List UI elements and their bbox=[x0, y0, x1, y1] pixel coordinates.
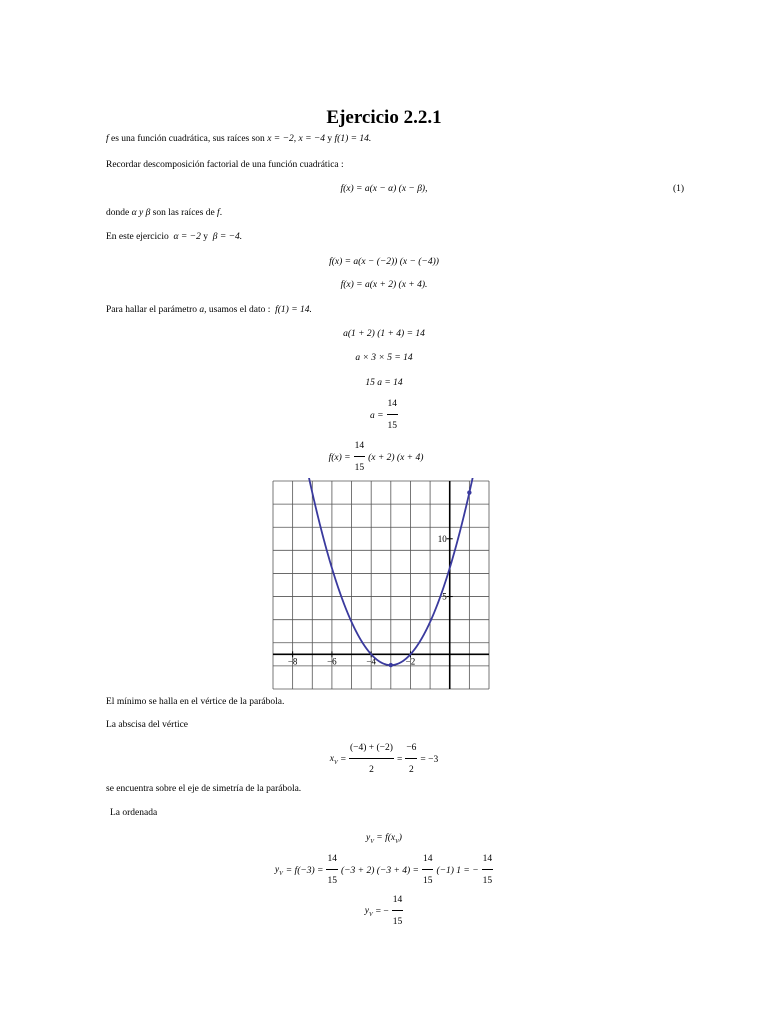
where-y: y bbox=[138, 208, 144, 218]
eq3-text: f(x) = a(x + 2) (x + 4). bbox=[340, 280, 428, 290]
eq1-rhs: (x − α) (x − β), bbox=[369, 184, 428, 194]
x-tick-label: −4 bbox=[366, 656, 376, 667]
xv-rhs: = −3 bbox=[420, 754, 439, 765]
where-text bbox=[106, 208, 222, 218]
xv-num2: −6 bbox=[405, 742, 417, 759]
eq1-a: a bbox=[364, 184, 370, 194]
x-tick-label: −2 bbox=[405, 656, 416, 667]
eq7-lhs: a = bbox=[369, 410, 384, 421]
eq8-num: 14 bbox=[354, 440, 366, 457]
statement-root1: x = −2, bbox=[267, 134, 297, 144]
statement-cond: f(1) = 14. bbox=[334, 134, 372, 144]
eq7-den: 15 bbox=[387, 421, 398, 431]
xv-lhs bbox=[330, 754, 338, 766]
yv2-den2: 15 bbox=[422, 876, 433, 886]
statement-text: es una función cuadrática, sus raíces son bbox=[111, 134, 265, 144]
yv2-b: (−3 + 2) (−3 + 4) = bbox=[340, 865, 419, 876]
xv-fraction2 bbox=[405, 742, 417, 777]
where-pre: donde bbox=[106, 208, 130, 218]
param-a: a, bbox=[199, 305, 207, 315]
eq8-fraction bbox=[354, 440, 366, 475]
xv-num1: (−4) + (−2) bbox=[349, 742, 394, 759]
equation-number: (1) bbox=[673, 184, 685, 194]
xv-den2: 2 bbox=[408, 765, 414, 775]
yv2-num3: 14 bbox=[482, 853, 494, 870]
xv-fraction1 bbox=[349, 742, 394, 777]
x-tick-label: −6 bbox=[327, 656, 337, 667]
yv2-den1: 15 bbox=[327, 876, 337, 886]
recall-text: Recordar descomposición factorial de una función cuadrática : bbox=[106, 160, 344, 170]
yv1-rhs: = f(x bbox=[376, 833, 396, 843]
y-tick-label: 10 bbox=[437, 533, 447, 544]
curve-point bbox=[389, 663, 393, 667]
yv2-y: y bbox=[274, 864, 280, 875]
yv2-den3: 15 bbox=[482, 876, 493, 886]
statement bbox=[106, 134, 371, 144]
eq6-text: 15 a = 14 bbox=[365, 378, 403, 388]
yv2-num2: 14 bbox=[422, 853, 434, 870]
equation-yv1 bbox=[0, 833, 768, 845]
eq7-num: 14 bbox=[387, 398, 399, 415]
yv1-sub2: V bbox=[395, 838, 399, 845]
parabola-chart bbox=[268, 478, 494, 692]
yv2-fraction2 bbox=[422, 853, 434, 888]
xv-eq2: = bbox=[396, 754, 403, 765]
y-tick-label: 5 bbox=[442, 591, 447, 602]
where-end: . bbox=[219, 208, 223, 218]
xv-den1: 2 bbox=[369, 765, 374, 775]
yv2-c: (−1) 1 = − bbox=[436, 865, 479, 876]
yv1-text bbox=[366, 833, 402, 843]
ordenada-text: La ordenada bbox=[110, 808, 158, 818]
yv3-num: 14 bbox=[392, 894, 404, 911]
where-mid: son las raíces de bbox=[152, 208, 215, 218]
inthis-beta: β = −4. bbox=[212, 232, 243, 242]
inthis-y: y bbox=[203, 232, 208, 242]
equation-8 bbox=[0, 440, 768, 475]
yv2-lhs bbox=[275, 865, 283, 877]
where-alpha: α bbox=[131, 208, 137, 218]
inthis-alpha: α = −2 bbox=[173, 232, 201, 242]
page-title: Ejercicio 2.2.1 bbox=[326, 107, 442, 128]
abscisa-text: La abscisa del vértice bbox=[106, 720, 189, 730]
statement-y: y bbox=[327, 134, 333, 144]
equation-yv3 bbox=[0, 894, 768, 929]
eq7-fraction bbox=[387, 398, 399, 433]
eq8-lhs: f(x) = bbox=[328, 452, 351, 463]
equation-xv bbox=[0, 742, 768, 777]
equation-6 bbox=[0, 378, 768, 388]
where-beta: β bbox=[145, 208, 151, 218]
xv-eq: = bbox=[340, 754, 346, 765]
yv1-y: y bbox=[366, 833, 371, 843]
simetria-text: se encuentra sobre el eje de simetría de la parábola. bbox=[106, 784, 302, 794]
x-tick-label: −8 bbox=[287, 656, 298, 667]
yv1-end: ) bbox=[398, 833, 402, 843]
curve-point bbox=[467, 490, 471, 494]
equation-1 bbox=[0, 184, 768, 194]
yv2-sub: V bbox=[279, 870, 283, 877]
equation-2 bbox=[0, 257, 768, 267]
where-f: f bbox=[217, 208, 220, 218]
xv-sub: V bbox=[333, 759, 338, 766]
yv2-num1: 14 bbox=[326, 853, 338, 870]
yv1-sub: V bbox=[370, 838, 374, 845]
inthis-text bbox=[106, 232, 242, 242]
equation-3 bbox=[0, 280, 768, 290]
yv2-a: = f(−3) = bbox=[285, 865, 324, 876]
yv2-fraction1 bbox=[326, 853, 338, 888]
eq5-text: a × 3 × 5 = 14 bbox=[355, 353, 413, 363]
equation-7 bbox=[0, 398, 768, 433]
eq8-den: 15 bbox=[354, 463, 365, 473]
yv3-sub: V bbox=[368, 911, 373, 918]
yv3-lhs bbox=[365, 906, 373, 918]
eq4-text: a(1 + 2) (1 + 4) = 14 bbox=[343, 329, 425, 339]
yv2-fraction3 bbox=[482, 853, 494, 888]
minimo-text: El mínimo se halla en el vértice de la parábola. bbox=[106, 697, 285, 707]
yv3-eq: = − bbox=[375, 906, 389, 917]
yv3-fraction bbox=[392, 894, 404, 929]
param-text bbox=[106, 305, 312, 315]
yv3-y: y bbox=[364, 905, 369, 916]
param-label2: usamos el dato : bbox=[208, 305, 271, 315]
eq2-text: f(x) = a(x − (−2)) (x − (−4)) bbox=[329, 257, 439, 267]
inthis-label: En este ejercicio bbox=[106, 232, 169, 242]
statement-root2: x = −4 bbox=[298, 134, 326, 144]
xv-x: x bbox=[329, 753, 334, 764]
equation-5 bbox=[0, 353, 768, 363]
param-dato: f(1) = 14. bbox=[275, 305, 312, 315]
statement-var: f bbox=[106, 134, 109, 144]
equation-yv2 bbox=[0, 853, 768, 888]
eq8-rhs: (x + 2) (x + 4) bbox=[368, 452, 424, 463]
eq1-lhs: f(x) = bbox=[340, 184, 365, 194]
param-label: Para hallar el parámetro bbox=[106, 305, 197, 315]
equation-4 bbox=[0, 329, 768, 339]
yv3-den: 15 bbox=[392, 917, 403, 927]
